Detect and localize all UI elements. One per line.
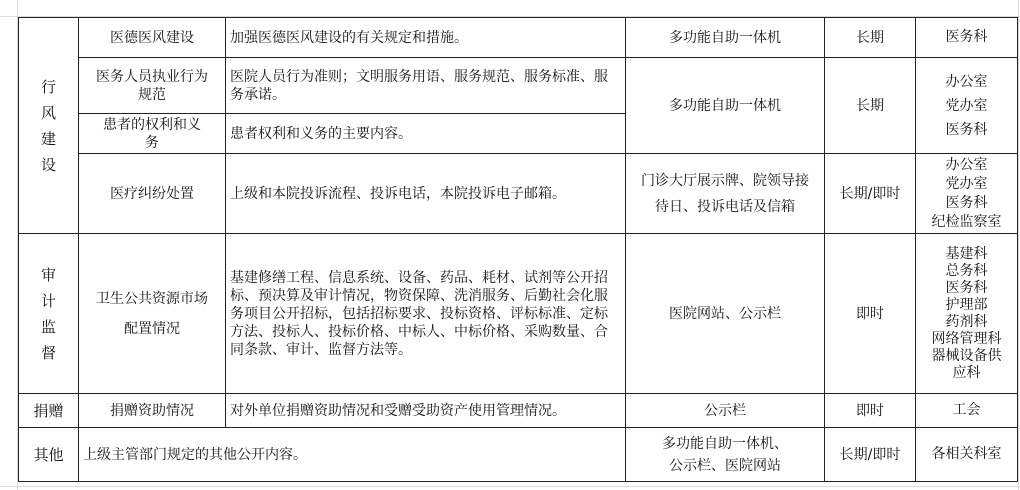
period-cell[interactable] xyxy=(825,394,916,428)
category-cell[interactable] xyxy=(19,428,79,482)
department-text: 工会 xyxy=(952,402,981,418)
table-row[interactable] xyxy=(19,58,1018,114)
channel-cell[interactable] xyxy=(626,154,825,234)
category-label: 审计监督 xyxy=(40,265,56,362)
item-label: 捐赠资助情况 xyxy=(110,402,194,419)
content-cell[interactable] xyxy=(226,58,626,114)
content-text: 医院人员行为准则；文明服务用语、服务规范、服务标准、服务承诺。 xyxy=(230,68,608,103)
disclosure-table xyxy=(18,17,1018,482)
department-text: 医务科 xyxy=(945,121,988,138)
department-text: 基建科 xyxy=(945,245,988,262)
department-text: 办公室 xyxy=(945,73,988,90)
channel-text: 多功能自助一体机 xyxy=(669,97,781,114)
item-cell[interactable] xyxy=(79,18,226,58)
channel-cell[interactable] xyxy=(626,18,825,58)
period-cell[interactable] xyxy=(825,154,916,234)
content-cell[interactable] xyxy=(226,394,626,428)
content-cell[interactable] xyxy=(226,234,626,394)
department-text: 护理部 xyxy=(945,296,988,313)
department-text: 纪检监察室 xyxy=(931,213,1002,230)
content-cell[interactable] xyxy=(226,114,626,154)
period-cell[interactable] xyxy=(825,18,916,58)
item-label: 医务人员执业行为 xyxy=(96,68,208,85)
content-text: 上级和本院投诉流程、投诉电话，本院投诉电子邮箱。 xyxy=(230,185,566,202)
period-text: 长期/即时 xyxy=(839,185,901,202)
department-cell[interactable] xyxy=(916,18,1018,58)
department-text: 应科 xyxy=(952,364,981,381)
item-cell[interactable] xyxy=(79,234,226,394)
department-text: 党办室 xyxy=(945,175,988,192)
channel-cell[interactable] xyxy=(626,428,825,482)
item-label: 患者的权利和义 xyxy=(103,116,201,133)
department-cell[interactable] xyxy=(916,58,1018,154)
table-row[interactable] xyxy=(19,394,1018,428)
category-label: 行风建设 xyxy=(40,77,56,174)
department-text: 医务科 xyxy=(945,29,988,45)
item-label: 医疗纠纷处置 xyxy=(110,185,194,202)
content-cell[interactable] xyxy=(226,18,626,58)
channel-text: 公示栏 xyxy=(704,402,746,419)
channel-text: 门诊大厅展示牌、院领导接 xyxy=(641,172,809,189)
table-row[interactable] xyxy=(19,18,1018,58)
period-text: 长期 xyxy=(856,29,884,46)
table-row[interactable] xyxy=(19,154,1018,234)
channel-text: 多功能自助一体机、 xyxy=(662,435,788,452)
content-text: 基建修缮工程、信息系统、设备、药品、耗材、试剂等公开招标、预决算及审计情况，物资保障、洗消服务、后勤社会化服务项目公开招标，包括招标要求、投标资格、评标标准、定标方法、投标人、投标价格、中标人、中标价格、采购数量、合同条款、审计、监督方法等。 xyxy=(230,269,608,358)
content-text: 上级主管部门规定的其他公开内容。 xyxy=(83,446,307,463)
department-text: 药剂科 xyxy=(945,313,988,330)
channel-text: 公示栏、医院网站 xyxy=(669,457,781,474)
category-cell[interactable] xyxy=(19,394,79,428)
department-text: 医务科 xyxy=(945,194,988,211)
item-cell[interactable] xyxy=(79,58,226,114)
period-text: 长期/即时 xyxy=(839,446,901,463)
category-cell[interactable] xyxy=(19,234,79,394)
item-cell[interactable] xyxy=(79,154,226,234)
item-label: 务 xyxy=(145,134,159,151)
period-text: 即时 xyxy=(856,305,884,322)
channel-text: 多功能自助一体机 xyxy=(669,29,781,46)
content-text: 加强医德医风建设的有关规定和措施。 xyxy=(230,29,468,46)
department-cell[interactable] xyxy=(916,394,1018,428)
department-text: 器械设备供 xyxy=(931,347,1002,364)
department-cell[interactable] xyxy=(916,154,1018,234)
period-text: 长期 xyxy=(856,97,884,114)
department-cell[interactable] xyxy=(916,428,1018,482)
content-cell[interactable] xyxy=(226,154,626,234)
period-cell[interactable] xyxy=(825,428,916,482)
department-text: 医务科 xyxy=(945,279,988,296)
item-cell[interactable] xyxy=(79,394,226,428)
channel-text: 医院网站、公示栏 xyxy=(669,305,781,322)
content-text: 对外单位捐赠资助情况和受赠受助资产使用管理情况。 xyxy=(230,402,566,419)
sheet-gridline xyxy=(1018,0,1019,490)
sheet-gridline xyxy=(0,486,1020,487)
period-cell[interactable] xyxy=(825,58,916,154)
item-label: 规范 xyxy=(138,86,166,103)
item-cell[interactable] xyxy=(79,114,226,154)
department-text: 党办室 xyxy=(945,97,988,114)
category-label: 捐赠 xyxy=(33,401,64,420)
department-text: 网络管理科 xyxy=(931,330,1002,347)
department-text: 各相关科室 xyxy=(931,446,1002,462)
department-text: 办公室 xyxy=(945,156,988,173)
channel-cell[interactable] xyxy=(626,58,825,154)
period-text: 即时 xyxy=(856,402,884,419)
channel-text: 待日、投诉电话及信箱 xyxy=(655,198,795,215)
category-cell[interactable] xyxy=(19,18,79,234)
content-text: 患者权利和义务的主要内容。 xyxy=(230,125,412,142)
item-label: 配置情况 xyxy=(124,320,180,337)
item-label: 医德医风建设 xyxy=(110,29,194,46)
channel-cell[interactable] xyxy=(626,234,825,394)
content-cell[interactable] xyxy=(79,428,626,482)
item-label: 卫生公共资源市场 xyxy=(96,290,208,307)
period-cell[interactable] xyxy=(825,234,916,394)
table-row[interactable] xyxy=(19,428,1018,482)
department-cell[interactable] xyxy=(916,234,1018,394)
category-label: 其他 xyxy=(33,445,64,464)
department-text: 总务科 xyxy=(945,262,988,279)
table-row[interactable] xyxy=(19,234,1018,394)
channel-cell[interactable] xyxy=(626,394,825,428)
